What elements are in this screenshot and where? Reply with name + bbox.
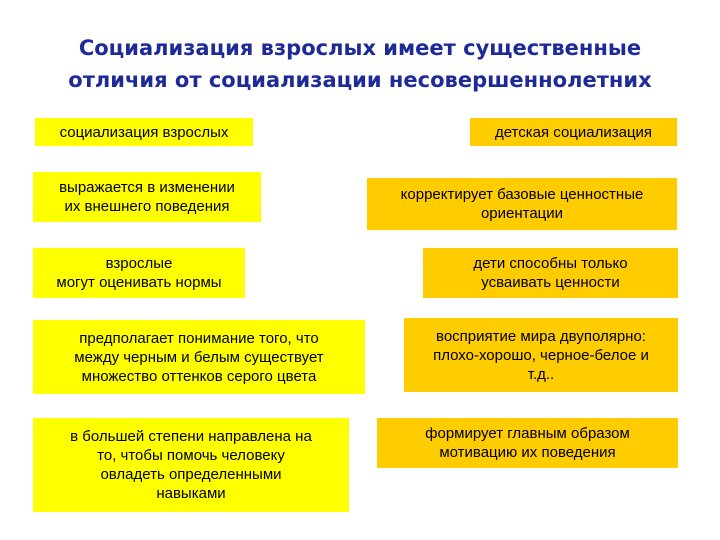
child-item-values-orientation — [367, 178, 677, 230]
adult-header-label: социализация взрослых — [59, 123, 229, 141]
adult-item-label: взрослые могут оценивать нормы — [56, 255, 222, 291]
child-item-label: восприятие мира двуполярно: плохо-хорошо, черное-белое и т.д.. — [433, 327, 649, 383]
adult-item-shades — [33, 320, 365, 394]
child-socialization-header — [470, 118, 677, 146]
child-item-absorb-values — [423, 248, 678, 298]
page-title — [40, 32, 680, 96]
adult-item-behavior — [33, 172, 261, 222]
title-line-1: Социализация взрослых имеет существенные — [78, 36, 642, 60]
adult-item-norms — [33, 248, 245, 298]
child-item-label: дети способны только усваивать ценности — [473, 255, 628, 291]
adult-socialization-header — [35, 118, 253, 146]
child-item-motivation — [377, 418, 678, 468]
child-item-bipolar-perception — [404, 318, 678, 392]
title-line-2: отличия от социализации несовершеннолетних — [68, 68, 652, 92]
child-item-label: формирует главным образом мотивацию их поведения — [425, 425, 630, 461]
adult-item-label: выражается в изменении их внешнего поведения — [59, 179, 235, 215]
child-item-label: корректирует базовые ценностные ориентации — [400, 186, 644, 222]
adult-item-label: в большей степени направлена на то, чтобы помочь человеку овладеть определенными навыками — [70, 428, 312, 502]
adult-item-skills — [33, 418, 349, 512]
adult-item-label: предполагает понимание того, что между черным и белым существует множество оттенков серого цвета — [74, 329, 324, 385]
child-header-label: детская социализация — [494, 123, 653, 141]
